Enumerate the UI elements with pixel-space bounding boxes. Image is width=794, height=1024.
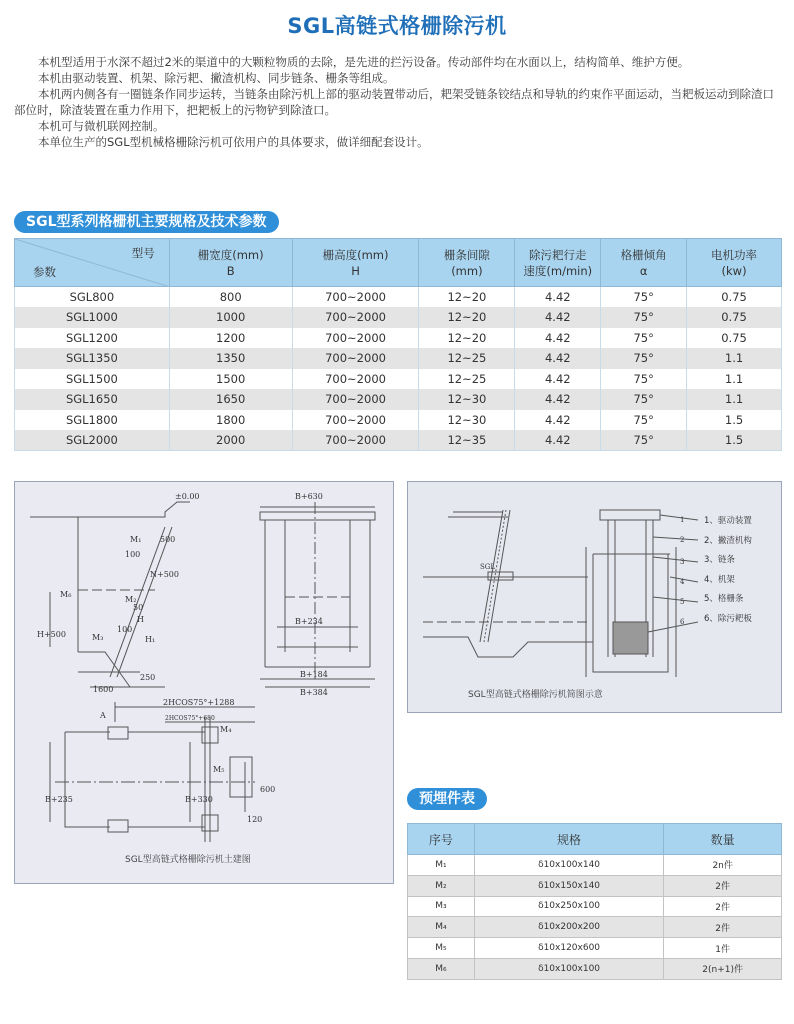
table-cell: M₅ [408, 938, 475, 959]
table-cell: 800 [169, 287, 292, 308]
label-dim-500: 500 [160, 535, 176, 544]
table-cell: 700~2000 [292, 348, 419, 369]
label-h1: H₁ [145, 635, 156, 644]
table-cell: 1.1 [687, 389, 782, 410]
table-cell: 75° [601, 430, 687, 451]
legend-item: 4、机架 [704, 574, 735, 585]
table-row [408, 917, 782, 938]
table-cell: SGL1000 [15, 307, 170, 328]
table-cell: 700~2000 [292, 328, 419, 349]
table-cell: 75° [601, 369, 687, 390]
table-cell: 1.5 [687, 430, 782, 451]
table-cell: 2件 [664, 875, 782, 896]
table-cell: 0.75 [687, 328, 782, 349]
schematic-number: 6 [680, 618, 685, 626]
label-dim-n500: N+500 [150, 570, 179, 579]
label-dim-100b: 100 [117, 625, 133, 634]
header-height: 栅高度(mm) H [292, 239, 419, 287]
label-h: H [137, 615, 144, 624]
table-cell: SGL1800 [15, 410, 170, 431]
legend-item: 6、除污耙板 [704, 613, 752, 624]
table-cell: SGL2000 [15, 430, 170, 451]
table-cell: M₆ [408, 958, 475, 979]
table-row [15, 348, 782, 369]
table-cell: 4.42 [515, 430, 601, 451]
table-row [408, 958, 782, 979]
label-m6: M₆ [60, 590, 72, 599]
header-param: 参数 [33, 265, 56, 279]
table-cell: 4.42 [515, 369, 601, 390]
table-cell: 75° [601, 348, 687, 369]
embed-table [407, 823, 782, 980]
table-cell: 12~20 [419, 307, 515, 328]
table-cell: 12~30 [419, 410, 515, 431]
schematic-number: 3 [680, 558, 685, 566]
table-cell: 1350 [169, 348, 292, 369]
table-row [15, 328, 782, 349]
table-cell: 75° [601, 389, 687, 410]
table-cell: 12~25 [419, 348, 515, 369]
label-level: ±0.00 [175, 492, 200, 501]
table-cell: 12~30 [419, 389, 515, 410]
label-m3: M₃ [92, 633, 104, 642]
embed-section-title: 预埋件表 [407, 788, 487, 810]
label-dim-50: 50 [133, 603, 144, 612]
header-width: 栅宽度(mm) B [169, 239, 292, 287]
intro-paragraph: 本机可与微机联网控制。 [38, 119, 165, 133]
table-cell: 0.75 [687, 287, 782, 308]
schematic-tag: SGL [480, 563, 496, 571]
table-row [408, 875, 782, 896]
table-cell: δ10x100x140 [474, 855, 664, 876]
label-b384: B+384 [300, 688, 328, 697]
table-cell: 4.42 [515, 307, 601, 328]
intro-paragraph: 本机由驱动装置、机架、除污耙、撇渣机构、同步链条、栅条等组成。 [38, 71, 395, 85]
intro-text [14, 54, 784, 150]
label-dim-250: 250 [140, 673, 156, 682]
table-cell: 1000 [169, 307, 292, 328]
schematic-caption: SGL型高链式格栅除污机简图示意 [468, 690, 603, 700]
label-m4: M₄ [220, 725, 232, 734]
civil-drawing-panel [14, 481, 394, 884]
table-cell: 2(n+1)件 [664, 958, 782, 979]
table-cell: 2000 [169, 430, 292, 451]
table-row [15, 389, 782, 410]
table-cell: δ10x250x100 [474, 896, 664, 917]
label-b330: B+330 [185, 795, 213, 804]
table-cell: SGL1650 [15, 389, 170, 410]
table-cell: 700~2000 [292, 410, 419, 431]
table-cell: 0.75 [687, 307, 782, 328]
spec-table [14, 238, 782, 451]
page-title: SGL高链式格栅除污机 [287, 14, 507, 38]
intro-paragraph: 本机型适用于水深不超过2米的渠道中的大颗粒物质的去除，是先进的拦污设备。传动部件均在水面以上，结构简单、维护方便。 [38, 55, 690, 69]
table-cell: 12~20 [419, 287, 515, 308]
table-cell: 12~35 [419, 430, 515, 451]
schematic-number: 2 [680, 536, 685, 544]
table-cell: SGL1500 [15, 369, 170, 390]
civil-drawing-caption: SGL型高链式格栅除污机土建图 [125, 855, 251, 865]
table-cell: 1650 [169, 389, 292, 410]
legend-item: 2、撇渣机构 [704, 535, 752, 546]
table-cell: 4.42 [515, 328, 601, 349]
label-b235: B+235 [45, 795, 73, 804]
label-dim-1600: 1600 [93, 685, 114, 694]
label-a-mark: A [100, 711, 106, 720]
table-row [15, 410, 782, 431]
label-h500: H+500 [37, 630, 66, 639]
table-cell: 1件 [664, 938, 782, 959]
spec-section-title: SGL型系列格栅机主要规格及技术参数 [14, 211, 279, 233]
schematic-number: 1 [680, 516, 685, 524]
table-row [15, 369, 782, 390]
table-cell: 1200 [169, 328, 292, 349]
table-cell: SGL800 [15, 287, 170, 308]
table-cell: δ10x200x200 [474, 917, 664, 938]
table-row [15, 430, 782, 451]
schematic-number: 4 [680, 578, 685, 586]
embed-header-spec: 规格 [474, 824, 664, 855]
table-cell: 700~2000 [292, 430, 419, 451]
table-cell: M₁ [408, 855, 475, 876]
table-cell: 1500 [169, 369, 292, 390]
legend-item: 3、链条 [704, 555, 735, 565]
legend-item: 5、格栅条 [704, 594, 744, 604]
table-cell: 1.1 [687, 348, 782, 369]
table-cell: 4.42 [515, 287, 601, 308]
header-gap: 栅条间隙 (mm) [419, 239, 515, 287]
table-cell: 700~2000 [292, 307, 419, 328]
table-cell: 700~2000 [292, 287, 419, 308]
schematic-legend [704, 512, 752, 629]
table-cell: 4.42 [515, 410, 601, 431]
label-dim-100a: 100 [125, 550, 141, 559]
label-b184: B+184 [300, 670, 328, 679]
label-dim-120: 120 [247, 815, 263, 824]
header-power: 电机功率 (kw) [687, 239, 782, 287]
table-cell: 75° [601, 328, 687, 349]
intro-paragraph: 本单位生产的SGL型机械格栅除污机可依用户的具体要求，做详细配套设计。 [38, 135, 429, 149]
header-model-param [15, 239, 170, 287]
schematic-number: 5 [680, 598, 685, 606]
table-row [15, 307, 782, 328]
table-row [408, 855, 782, 876]
label-m5: M₅ [213, 765, 225, 774]
table-cell: 75° [601, 307, 687, 328]
table-row [15, 287, 782, 308]
civil-drawing [15, 482, 393, 883]
table-cell: M₂ [408, 875, 475, 896]
table-cell: 75° [601, 410, 687, 431]
table-cell: 1.1 [687, 369, 782, 390]
table-cell: 2件 [664, 917, 782, 938]
embed-header-qty: 数量 [664, 824, 782, 855]
label-top-dim: 2HCOS75°+1288 [163, 698, 235, 707]
table-cell: M₃ [408, 896, 475, 917]
legend-item: 1、驱动装置 [704, 516, 752, 526]
header-angle: 格栅倾角 α [601, 239, 687, 287]
table-row [408, 938, 782, 959]
label-b630: B+630 [295, 492, 323, 501]
intro-paragraph: 本机两内侧各有一圈链条作同步运转，当链条由除污机上部的驱动装置带动后，耙架受链条铰结点和导轨的约束作平面运动，当耙板运动到除渣口部位时，除渣装置在重力作用下，把耙板上的污物铲到除渣口。 [14, 87, 774, 117]
table-cell: 1800 [169, 410, 292, 431]
table-cell: δ10x150x140 [474, 875, 664, 896]
table-cell: M₄ [408, 917, 475, 938]
table-cell: SGL1200 [15, 328, 170, 349]
table-cell: 2n件 [664, 855, 782, 876]
schematic-panel [407, 481, 782, 713]
table-cell: δ10x120x600 [474, 938, 664, 959]
table-cell: SGL1350 [15, 348, 170, 369]
table-cell: δ10x100x100 [474, 958, 664, 979]
label-m1: M₁ [130, 535, 142, 544]
table-cell: 12~20 [419, 328, 515, 349]
header-speed: 除污耙行走 速度(m/min) [515, 239, 601, 287]
table-cell: 1.5 [687, 410, 782, 431]
embed-header-index: 序号 [408, 824, 475, 855]
label-b234: B+234 [295, 617, 323, 626]
header-model: 型号 [131, 246, 155, 260]
spec-header-row [15, 239, 782, 287]
label-m2: M₂ [125, 595, 137, 604]
label-top-dim2: 2HCOS75°+680 [165, 715, 215, 722]
table-cell: 4.42 [515, 348, 601, 369]
table-cell: 2件 [664, 896, 782, 917]
table-cell: 700~2000 [292, 389, 419, 410]
table-row [408, 896, 782, 917]
label-dim-600: 600 [260, 785, 276, 794]
table-cell: 12~25 [419, 369, 515, 390]
table-cell: 75° [601, 287, 687, 308]
table-cell: 700~2000 [292, 369, 419, 390]
table-cell: 4.42 [515, 389, 601, 410]
embed-header-row [408, 824, 782, 855]
